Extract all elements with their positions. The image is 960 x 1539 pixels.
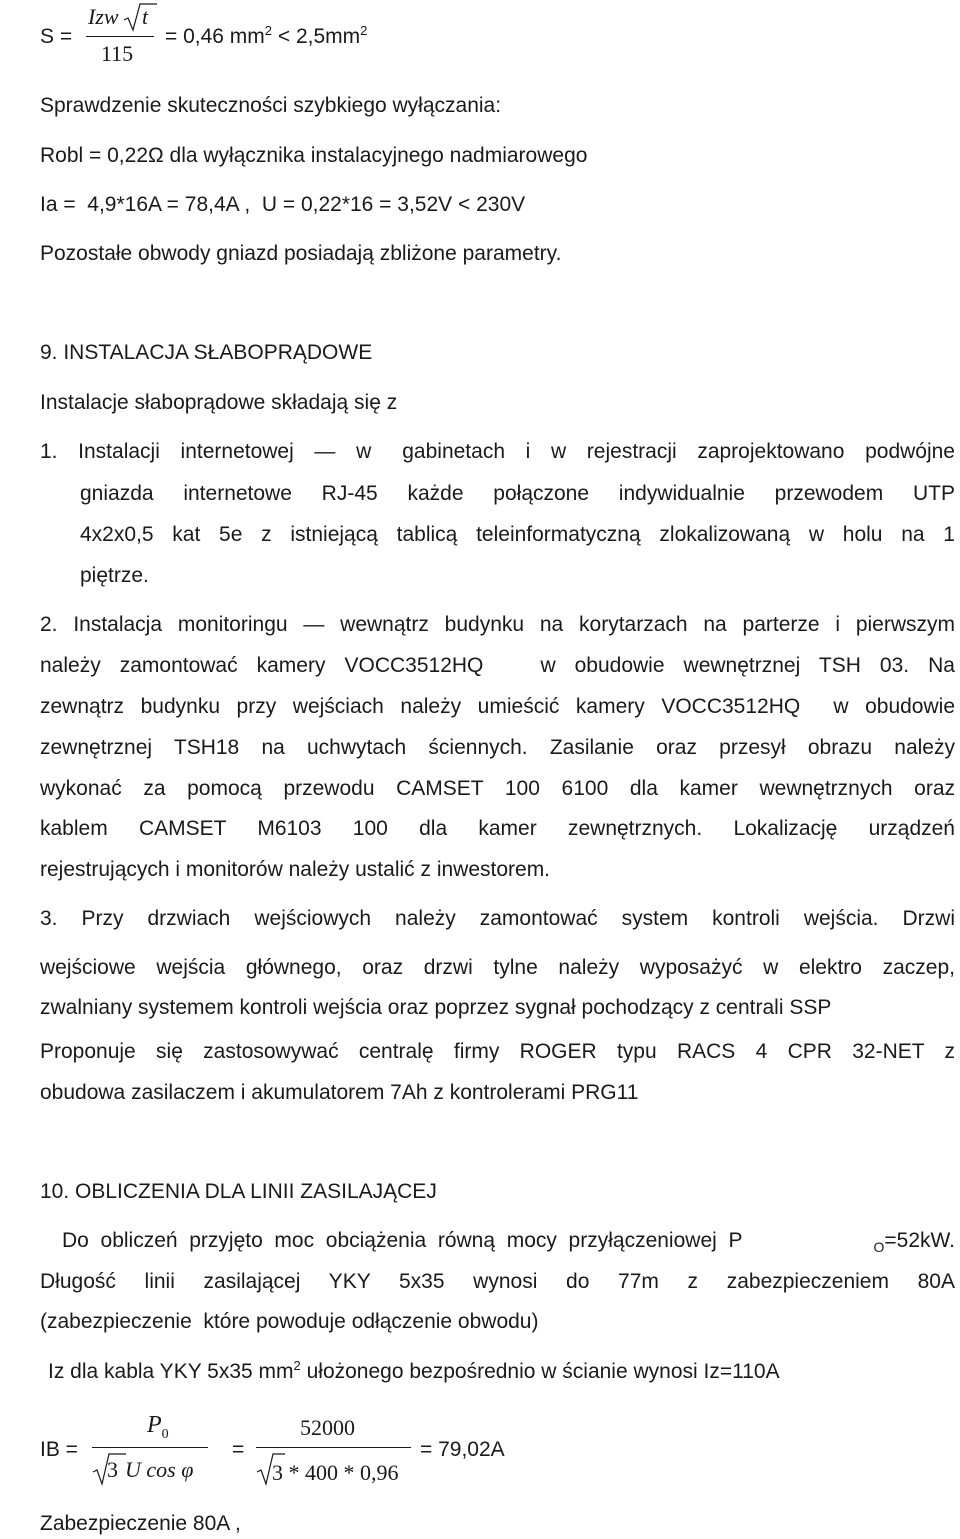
formula-ib-f1-num-p: P xyxy=(147,1412,162,1438)
section-10-p1-line-1-b: =52kW. xyxy=(884,1229,955,1252)
item1-line-1: 1. Instalacji internetowej — w gabinetach i w rejestracji zaprojektowano podwójne xyxy=(40,440,955,463)
formula-ib-f2-line xyxy=(256,1447,411,1448)
formula-ib-f2-denominator: 3 * 400 * 0,96 xyxy=(272,1460,399,1485)
formula-s-numerator-a: Izw xyxy=(88,4,119,29)
section-9-heading: 9. INSTALACJA SŁABOPRĄDOWE xyxy=(40,341,373,364)
item3-line-3: zwalniany systemem kontroli wejścia oraz poprzez sygnał pochodzący z centrali SSP xyxy=(40,996,832,1019)
formula-ib-f1-line xyxy=(92,1447,208,1448)
section-10-p1-line-1 xyxy=(62,1229,955,1256)
item2-line-7: rejestrujących i monitorów należy ustalić z inwestorem. xyxy=(40,858,551,881)
formula-s-result-sup1: 2 xyxy=(264,23,273,38)
item2-line-5: wykonać za pomocą przewodu CAMSET 100 6100 dla kamer wewnętrznych oraz xyxy=(40,777,955,800)
iz-line xyxy=(48,1360,780,1384)
formula-s-denominator: 115 xyxy=(101,41,134,66)
formula-ib xyxy=(0,1405,960,1500)
formula-s-fraction-line xyxy=(86,36,154,37)
power-subscript: O xyxy=(873,1239,885,1256)
formula-ib-eq: = xyxy=(232,1438,245,1461)
iz-line-b: ułożonego bezpośrednio w ścianie wynosi Iz=110A xyxy=(300,1360,780,1383)
item3-line-2: wejściowe wejścia głównego, oraz drzwi tylne należy wyposażyć w elektro zaczep, xyxy=(40,956,955,979)
proposal-line-1: Proponuje się zastosowywać centralę firmy ROGER typu RACS 4 CPR 32-NET z xyxy=(40,1040,955,1063)
formula-s-lhs: S = xyxy=(40,25,73,48)
formula-ib-lhs: IB = xyxy=(40,1438,78,1461)
formula-s-result-sup2: 2 xyxy=(360,23,368,38)
formula-ib-f1-numerator xyxy=(147,1412,169,1442)
section-10-p1-line-2: Długość linii zasilającej YKY 5x35 wynosi do 77m z zabezpieczeniem 80A xyxy=(40,1270,955,1293)
item1-line-2: gniazda internetowe RJ-45 każde połączone indywidualnie przewodem UTP xyxy=(80,482,955,505)
formula-s-result-b: < 2,5mm xyxy=(272,25,361,48)
item1-line-3: 4x2x0,5 kat 5e z istniejącą tablicą teleinformatyczną zlokalizowaną w holu na 1 xyxy=(80,523,955,546)
robl-line: Robl = 0,22Ω dla wyłącznika instalacyjnego nadmiarowego xyxy=(40,144,588,167)
formula-ib-f1-den-root: 3 xyxy=(107,1457,118,1482)
item2-line-6: kablem CAMSET M6103 100 dla kamer zewnętrznych. Lokalizację urządzeń xyxy=(40,817,955,840)
formula-s-result-a: = 0,46 mm xyxy=(165,25,265,48)
formula-ib-f1-num-sub: 0 xyxy=(161,1426,169,1442)
section-10-heading: 10. OBLICZENIA DLA LINII ZASILAJĄCEJ xyxy=(40,1180,437,1203)
footer-line: Zabezpieczenie 80A , xyxy=(40,1512,241,1535)
other-circuits-line: Pozostałe obwody gniazd posiadają zbliżone parametry. xyxy=(40,242,562,265)
formula-s-result xyxy=(165,25,367,49)
formula-s-numerator-b: t xyxy=(142,4,149,29)
sqrt-symbol xyxy=(122,2,158,32)
formula-ib-result: = 79,02A xyxy=(420,1438,505,1461)
item2-line-4: zewnętrznej TSH18 na uchwytach ściennych. Zasilanie oraz przesył obrazu należy xyxy=(40,736,955,759)
item2-line-2: należy zamontować kamery VOCC3512HQ w obudowie wewnętrznej TSH 03. Na xyxy=(40,654,955,677)
item3-line-1: 3. Przy drzwiach wejściowych należy zamontować system kontroli wejścia. Drzwi xyxy=(40,907,955,930)
proposal-line-2: obudowa zasilaczem i akumulatorem 7Ah z kontrolerami PRG11 xyxy=(40,1081,639,1104)
section-9-intro: Instalacje słaboprądowe składają się z xyxy=(40,391,398,414)
iz-line-a: Iz dla kabla YKY 5x35 mm xyxy=(48,1360,294,1383)
check-title: Sprawdzenie skuteczności szybkiego wyłączania: xyxy=(40,94,502,117)
formula-ib-f2-numerator: 52000 xyxy=(300,1415,355,1440)
formula-s xyxy=(0,0,960,80)
item2-line-1: 2. Instalacja monitoringu — wewnątrz budynku na korytarzach na parterze i pierwszym xyxy=(40,613,955,636)
formula-ib-f1-den-rest: U cos φ xyxy=(125,1457,194,1482)
section-10-p1-line-1-a: Do obliczeń przyjęto moc obciążenia równą mocy przyłączeniowej P xyxy=(62,1229,743,1252)
item2-line-3: zewnątrz budynku przy wejściach należy umieścić kamery VOCC3512HQ w obudowie xyxy=(40,695,955,718)
iz-line-sup: 2 xyxy=(293,1358,301,1373)
item1-line-4: piętrze. xyxy=(80,564,149,587)
ia-line: Ia = 4,9*16A = 78,4A , U = 0,22*16 = 3,52V < 230V xyxy=(40,193,526,216)
section-10-p1-line-3: (zabezpieczenie które powoduje odłączenie obwodu) xyxy=(40,1310,539,1333)
